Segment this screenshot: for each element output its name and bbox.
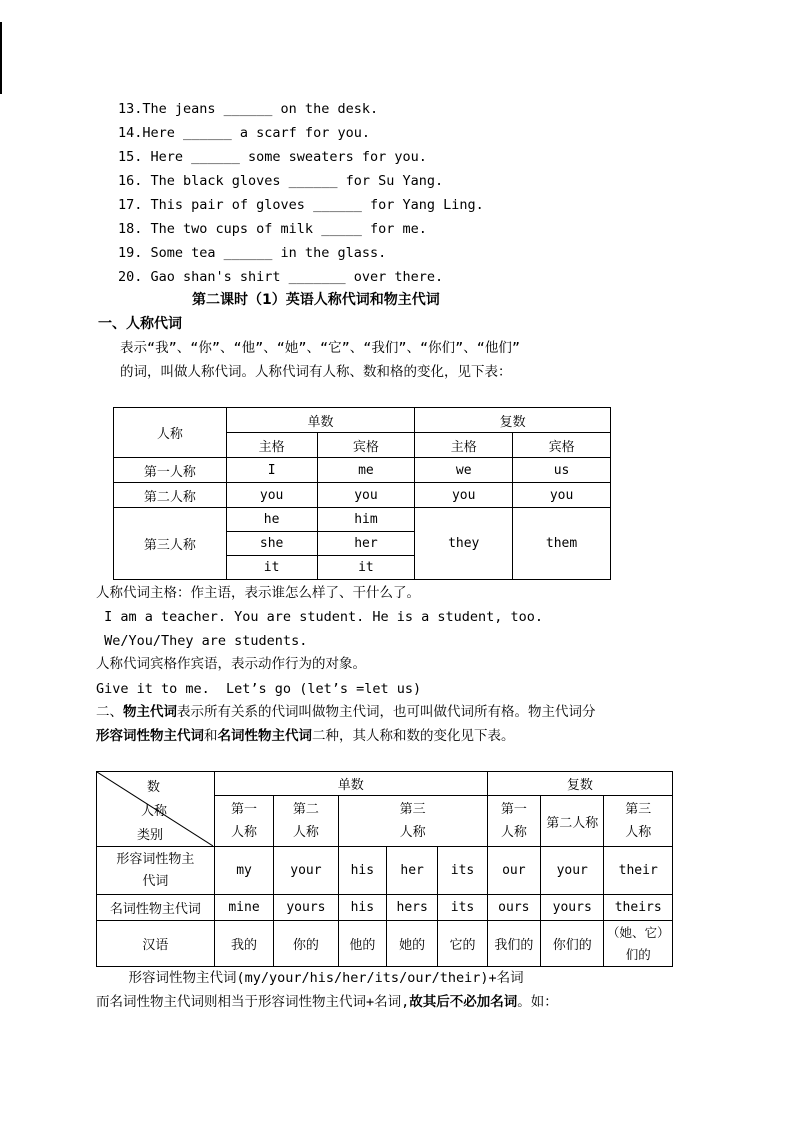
footer-line2 (96, 993, 558, 1011)
table-cell: our (487, 847, 540, 895)
table-cell: you (226, 483, 317, 508)
section2-text: 表示所有关系的代词叫做物主代词，也可叫做代词所有格。物主代词分 (177, 704, 596, 720)
header-third-person-plural (604, 796, 673, 847)
label-text: 形容词性物主 (116, 851, 195, 867)
table-cell: me (317, 458, 415, 483)
header-text: 人称 (500, 825, 527, 841)
table-cell: it (226, 556, 317, 580)
table-cell (604, 921, 673, 967)
header-nominative: 主格 (226, 433, 317, 458)
table-cell: 他的 (338, 921, 386, 967)
row-label: 第三人称 (114, 508, 227, 580)
table-cell: theirs (604, 895, 673, 921)
term-adjective-possessive: 形容词性物主代词 (96, 728, 204, 744)
header-third-person (338, 796, 487, 847)
exercise-14: 14.Here ______ a scarf for you. (118, 125, 370, 141)
note-subject: 人称代词主格：作主语，表示谁怎么样了、干什么了。 (96, 585, 420, 601)
header-first-person (214, 796, 273, 847)
header-person: 人称 (114, 408, 227, 458)
header-first-person-plural (487, 796, 540, 847)
table-cell: 你们的 (541, 921, 604, 967)
table-cell: them (513, 508, 611, 580)
table-cell: it (317, 556, 415, 580)
term-noun-possessive: 名词性物主代词 (217, 728, 312, 744)
header-plural: 复数 (487, 772, 672, 796)
possessive-pronoun-table (96, 771, 673, 967)
section2-text: 二种，其人称和数的变化见下表。 (312, 728, 515, 744)
table-cell: you (513, 483, 611, 508)
table-cell: 你的 (274, 921, 338, 967)
table-cell: her (386, 847, 437, 895)
header-text: 人称 (625, 825, 652, 841)
cell-text: 们的 (625, 946, 651, 962)
header-singular: 单数 (226, 408, 415, 433)
table-cell: 我的 (214, 921, 273, 967)
table-cell: its (438, 847, 487, 895)
section1-intro-line2: 的词，叫做人称代词。人称代词有人称、数和格的变化，见下表： (120, 364, 512, 380)
table-cell: their (604, 847, 673, 895)
example-3: Give it to me. Let’s go (let’s =let us) (96, 681, 422, 697)
table-cell: mine (214, 895, 273, 921)
table-cell: you (317, 483, 415, 508)
row-label-noun: 名词性物主代词 (97, 895, 215, 921)
header-text: 第三 (399, 802, 426, 818)
personal-pronoun-table (113, 407, 611, 580)
table-cell: him (317, 508, 415, 532)
section2-para2 (96, 727, 515, 745)
table-cell: its (438, 895, 487, 921)
table-cell: your (541, 847, 604, 895)
example-2: We/You/They are students. (96, 633, 308, 649)
header-nominative: 主格 (415, 433, 513, 458)
exercise-15: 15. Here ______ some sweaters for you. (118, 149, 427, 165)
table-cell: 我们的 (487, 921, 540, 967)
header-text: 人称 (399, 825, 426, 841)
header-text: 人称 (292, 825, 319, 841)
footer-emphasis: 故其后不必加名词 (409, 994, 518, 1010)
exercise-13: 13.The jeans ______ on the desk. (118, 101, 379, 117)
header-text: 人称 (231, 825, 258, 841)
row-label-adjective (97, 847, 215, 895)
table-cell: my (214, 847, 273, 895)
conjunction: 和 (204, 728, 218, 744)
diag-category: 类别 (137, 828, 164, 843)
term-possessive: 物主代词 (123, 704, 177, 720)
header-text: 第三 (625, 802, 652, 818)
header-text: 第二 (292, 802, 319, 818)
table-cell: his (338, 895, 386, 921)
exercise-19: 19. Some tea ______ in the glass. (118, 245, 387, 261)
exercise-17: 17. This pair of gloves ______ for Yang Ling. (118, 197, 484, 213)
footer-text: 而名词性物主代词则相当于形容词性物主代词+名词, (96, 994, 410, 1010)
table-cell: yours (541, 895, 604, 921)
margin-bar (0, 22, 2, 94)
exercise-18: 18. The two cups of milk _____ for me. (118, 221, 427, 237)
footer-line1: 形容词性物主代词(my/your/his/her/its/our/their)+名词 (96, 970, 524, 986)
table-cell: us (513, 458, 611, 483)
table-cell: she (226, 532, 317, 556)
footer-text: 。如： (517, 994, 558, 1010)
table-cell: we (415, 458, 513, 483)
row-label: 第一人称 (114, 458, 227, 483)
row-label-chinese: 汉语 (97, 921, 215, 967)
header-text: 第一 (231, 802, 258, 818)
diag-person: 人称 (141, 804, 168, 819)
table-cell: yours (274, 895, 338, 921)
table-cell: 它的 (438, 921, 487, 967)
table-cell: ours (487, 895, 540, 921)
exercise-20: 20. Gao shan's shirt _______ over there. (118, 269, 444, 285)
table-cell: her (317, 532, 415, 556)
section2-para1 (96, 703, 596, 721)
section1-heading: 一、人称代词 (98, 316, 182, 332)
header-second-person (274, 796, 338, 847)
lesson-title: 第二课时（1）英语人称代词和物主代词 (192, 292, 440, 308)
table-cell: 她的 (386, 921, 437, 967)
table-cell: your (274, 847, 338, 895)
header-objective: 宾格 (513, 433, 611, 458)
table-cell: hers (386, 895, 437, 921)
header-singular: 单数 (214, 772, 487, 796)
table-cell: he (226, 508, 317, 532)
section2-number: 二、 (96, 704, 123, 720)
header-objective: 宾格 (317, 433, 415, 458)
diagonal-header (97, 772, 215, 847)
label-text: 代词 (142, 873, 169, 889)
cell-text: （她、它） (606, 924, 670, 940)
table-cell: you (415, 483, 513, 508)
header-plural: 复数 (415, 408, 611, 433)
example-1: I am a teacher. You are student. He is a student, too. (96, 609, 544, 625)
header-second-person-plural: 第二人称 (541, 796, 604, 847)
exercise-16: 16. The black gloves ______ for Su Yang. (118, 173, 444, 189)
section1-intro-line1: 表示“我”、“你”、“他”、“她”、“它”、“我们”、“你们”、“他们” (120, 340, 521, 356)
header-text: 第一 (500, 802, 527, 818)
table-cell: his (338, 847, 386, 895)
table-cell: they (415, 508, 513, 580)
note-object: 人称代词宾格作宾语，表示动作行为的对象。 (96, 656, 366, 672)
table-cell: I (226, 458, 317, 483)
row-label: 第二人称 (114, 483, 227, 508)
diag-number: 数 (147, 780, 161, 795)
